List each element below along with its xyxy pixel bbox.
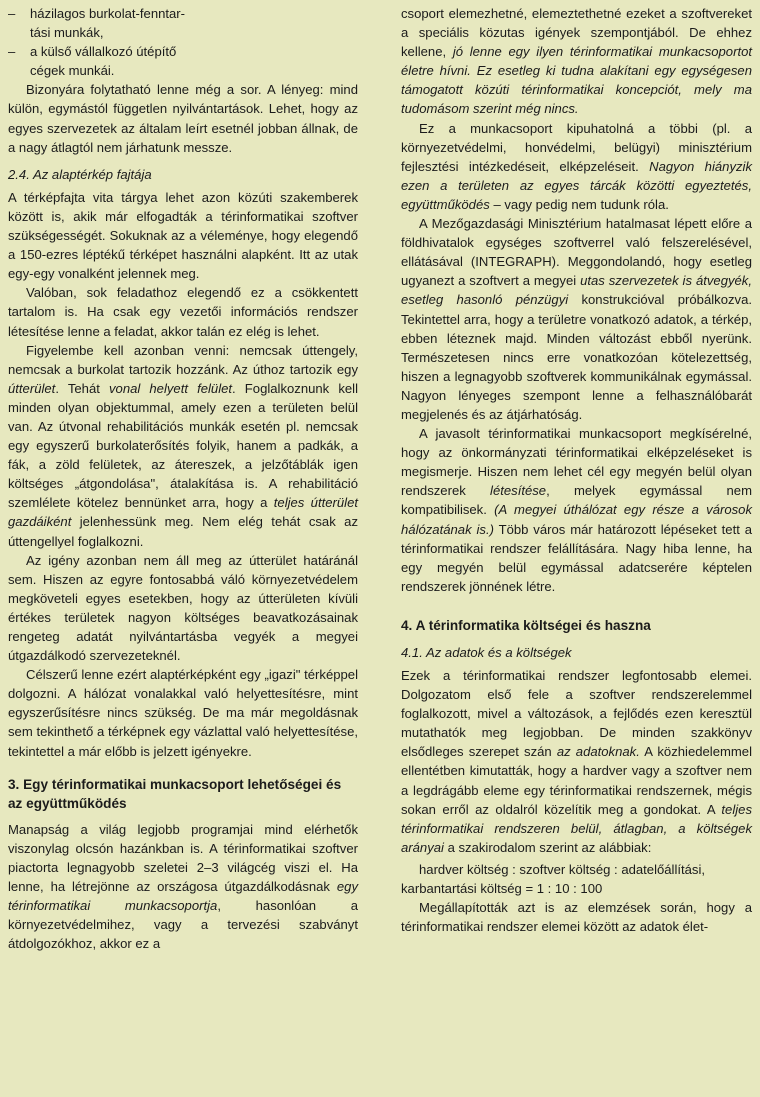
paragraph-text: Bizonyára folytatható lenne még a sor. A lényeg: mind külön, egymástól független nyilvántartások. Lehet, hogy az egyes szervezetek az általam leírt esetnél jobban állnak, de a nagy átlagtól nem járhatunk messze. bbox=[8, 82, 358, 155]
list-item-line: a külső vállalkozó útépítő bbox=[30, 44, 177, 60]
emphasis: az adatoknak. bbox=[556, 744, 640, 760]
paragraph-text: . Tehát bbox=[55, 380, 109, 396]
formula-line: hardver költség : szoftver költség : adatelőállítási, bbox=[419, 861, 706, 877]
emphasis: jó lenne egy ilyen térinformatikai munkacsoportot életre hívni. Ez esetleg ki tudna alakítani egy egységesen támogatott közúti térinformatikai koncepciót, mely ma tudomásom szerint még nincs. bbox=[401, 44, 752, 117]
paragraph-text: Manapság a világ legjobb programjai mind elérhetők viszonylag olcsón hazánkban is. A térinformatikai szoftver piactorta legnagyobb szeletei 2–3 világcég viszi el. Ha lenne, ha létrejönne az országosa útgazdálkodásnak bbox=[8, 821, 358, 894]
dash-bullet: – bbox=[8, 6, 16, 21]
paragraph-text: , hasonlóan a környezetvédelmihez, vagy a tervezési szabványt átdolgozókhoz, akkor ez a bbox=[8, 898, 358, 952]
left-column bbox=[8, 4, 358, 953]
paragraph-text: jelenhessünk meg. Nem elég tehát csak az úttengellyel foglalkozni. bbox=[8, 514, 358, 549]
paragraph-text: csoport elemezhetné, elemeztethetné ezeket a szoftvereket a speciális közutas igények szempontjából. De ehhez kellene, bbox=[401, 6, 752, 60]
emphasis: létesítése bbox=[490, 483, 547, 499]
list-item-text bbox=[30, 42, 358, 80]
paragraph-text: Megállapították azt is az elemzések során, hogy a térinformatikai rendszer elemei között az adatok élet- bbox=[401, 900, 752, 935]
list-item bbox=[8, 4, 358, 42]
emphasis: egy térinformatikai munkacsoportja bbox=[8, 878, 358, 914]
paragraph bbox=[401, 424, 752, 596]
paragraph-text: Az igény azonban nem áll meg az útterület határánál sem. Hiszen az egyre fontosabbá váló környezetvédelem megköveteli egyes esetekben, hogy az útterületen kívüli értékes területek nagyon költséges beavatkozásainak rengeteg adatát nyilvántartásba vegyék a megyei útgazdálkodó szervezeteknél. bbox=[8, 552, 358, 664]
right-column bbox=[401, 4, 752, 936]
list-item-text bbox=[30, 4, 358, 42]
paragraph bbox=[8, 80, 358, 156]
emphasis: teljes térinformatikai rendszeren belül, átlagban, a költségek arányai bbox=[401, 801, 752, 855]
list-item-line: cégek munkái. bbox=[30, 63, 115, 79]
list-item-line: tási munkák, bbox=[30, 25, 104, 41]
paragraph bbox=[401, 666, 752, 857]
paragraph bbox=[8, 283, 358, 340]
paragraph-text: a szakirodalom szerint az alábbiak: bbox=[443, 839, 652, 855]
paragraph-text: , melyek egymással nem kompatibilisek. bbox=[401, 483, 752, 518]
paragraph-text: Valóban, sok feladathoz elegendő ez a csökkentett tartalom is. Ha csak egy vezetői információs rendszer létesítése lenne a feladat, akkor talán ez elég is lehet. bbox=[8, 285, 358, 339]
paragraph bbox=[8, 820, 358, 954]
section-heading: 2.4. Az alaptérkép fajtája bbox=[8, 166, 152, 182]
formula-line: karbantartási költség = 1 : 10 : 100 bbox=[401, 881, 603, 897]
emphasis: Nagyon hiányzik ezen a területen az egyes tárcák közötti egyeztetés, együttműködés bbox=[401, 158, 752, 212]
emphasis: vonal helyett felület bbox=[108, 380, 233, 396]
paragraph bbox=[8, 341, 358, 551]
paragraph-text: Ezek a térinformatikai rendszer legfontosabb elemei. Dolgozatom első fele a szoftver rendszerelemmel foglalkozott, mivel a változások, a fejlődés ezen keresztül mutathatók meg legjobban. De minden szakkönyv elsődleges szerepet szán bbox=[401, 668, 752, 760]
emphasis: teljes útterület gazdáiként bbox=[8, 495, 358, 530]
paragraph bbox=[8, 551, 358, 666]
paragraph-text: A térképfajta vita tárgya lehet azon közúti szakemberek között is, akik már elfogadták a térinformatikai szoftver szükségességét. Sokuknak az a véleménye, hogy elegendő a 150-ezres léptékű térképet használni alapként. Itt az utak egy-egy vonalként jelennek meg. bbox=[8, 189, 358, 282]
paragraph-text: Figyelembe kell azonban venni: nemcsak úttengely, nemcsak a burkolat tartozik hozzánk. Az úthoz tartozik egy bbox=[8, 342, 358, 377]
paragraph-text: A javasolt térinformatikai munkacsoport megkísérelné, hogy az önkormányzati térinformatikai elképzeléseket is megismerje. Hiszen nem lehet cél egy megyén belül olyan rendszerek bbox=[401, 426, 752, 499]
paragraph-text: A Mezőgazdasági Minisztérium hatalmasat lépett előre a földhivatalok egységes szoftverrel való felszerelésével, ellátásával (INTEGRAPH). Meggondolandó, hogy esetleg ugyanezt a szoftvert a megyei bbox=[401, 216, 752, 289]
cost-ratio-formula bbox=[401, 860, 752, 898]
paragraph-text: . Foglalkoznunk kell minden olyan objektummal, amely ezen a területen belül van. Az útvonal rehabilitációs munkák esetén pl. nemcsak egy egyszerű burkolaterősítés folyik, hanem a padkák, a fák, a zöld felületek, az átereszek, a jelzőtáblák igen költséges „átgondolása", átalakítása is. A rehabilitáció szemlélete kötelez bennünket arra, hogy a bbox=[8, 380, 358, 511]
emphasis: utas szervezetek is átvegyék, esetleg hasonló pénzügyi bbox=[401, 273, 752, 308]
section-heading: 4.1. Az adatok és a költségek bbox=[401, 644, 572, 660]
list-item bbox=[8, 42, 358, 80]
paragraph bbox=[8, 188, 358, 283]
emphasis: útterület bbox=[8, 380, 56, 396]
chapter-heading: 3. Egy térinformatikai munkacsoport lehetőségei és az együttműködés bbox=[8, 776, 342, 811]
paragraph-text: Több város már határozott lépéseket tett a térinformatikai rendszer felállítására. Nagy hiba lenne, ha egy megyén belül egymással adatcserére képtelen rendszerek jönnének létre. bbox=[401, 521, 752, 594]
list-item-line: házilagos burkolat-fenntar- bbox=[30, 6, 186, 21]
paragraph bbox=[401, 214, 752, 424]
paragraph-text: konstrukcióval próbálkozva. Tekintettel arra, hogy a területre vonatkozó adatok, a térkép, ebben léteznek majd. Minden változást ebből nyerünk. Természetesen nincs erre vonatkozóan kötelezettség, hiszen a legnagyobb szoftverek kommunikálnak egymással. Nagyon lényeges szempont lenne a felhasználóbarát megjelenés és az átjárhatóság. bbox=[401, 292, 753, 422]
chapter-heading: 4. A térinformatika költségei és haszna bbox=[401, 617, 651, 633]
paragraph-text: Ez a munkacsoport kipuhatolná a többi (pl. a környezetvédelmi, honvédelmi, belügyi) minisztérium fejlesztési intézkedéseit, elképzeléseit. bbox=[401, 120, 752, 174]
paragraph bbox=[401, 4, 752, 119]
dash-bullet: – bbox=[8, 44, 16, 60]
paragraph bbox=[401, 898, 752, 936]
paragraph-text: – vagy pedig nem tudunk róla. bbox=[489, 196, 669, 212]
paragraph-text: Célszerű lenne ezért alaptérképként egy „igazi" térképpel dolgozni. A hálózat vonalakkal való helyettesítésre, mint egyszerűsítésre nincs szükség. De ma már megoldásnak sem tekinthető a térképnek egy vázlattal való helyettesítése, tekintettel a már előbb is jelzett igényekre. bbox=[8, 667, 358, 759]
paragraph bbox=[8, 665, 358, 760]
paragraph-text: A közhiedelemmel ellentétben kimutatták, hogy a hardver vagy a szoftver nem a legdrágább eleme egy térinformatikai rendszernek, mégis sokan erről az oldalról közelítik meg a gondokat. A bbox=[401, 744, 752, 817]
paragraph bbox=[401, 119, 752, 214]
emphasis: (A megyei úthálózat egy része a városok hálózatának is.) bbox=[401, 502, 753, 537]
